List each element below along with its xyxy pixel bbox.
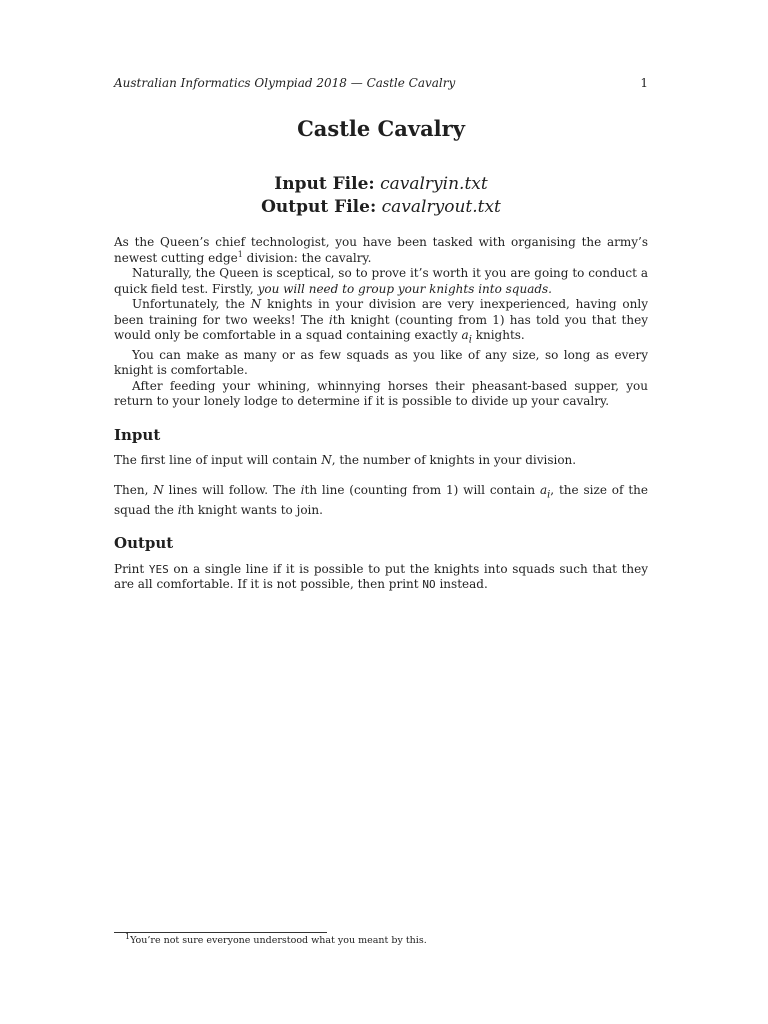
problem-body [114,235,648,593]
text-run: on a single line if it is possible to put the knights into squads such that they are all comfortable. If it is not possible, then print [114,561,648,592]
text-run: Unfortunately, the [132,297,251,311]
math-var: a [461,328,469,342]
code-yes: YES [148,562,169,576]
text-run: Then, [114,482,154,497]
math-var: i [328,312,333,327]
text-run: knights. [471,328,525,342]
text-run: lines will follow. The [163,482,301,497]
intro-paragraph-2 [114,266,648,297]
math-var: N [153,482,164,497]
output-file-label: Output File: [261,197,377,217]
output-file-name: cavalryout.txt [381,197,501,217]
intro-paragraph-3 [114,297,648,348]
output-heading: Output [114,534,174,553]
problem-title: Castle Cavalry [297,116,465,141]
math-var: N [250,297,262,311]
intro-paragraph-4: You can make as many or as few squads as you like of any size, so long as every knight is comfortable. [114,347,648,378]
input-line-1 [114,453,648,469]
document-page [114,0,648,1024]
text-run: Naturally, the Queen is sceptical, so to prove it’s worth it you are going to conduct a quick field test. Firstly, [114,266,648,296]
math-var: i [300,482,305,497]
math-subscript: i [547,489,551,501]
text-run: division: the cavalry. [242,250,372,265]
text-run: instead. [435,577,488,592]
math-subscript: i [468,334,472,346]
emphasis-text: you will need to group your knights into squads. [257,281,552,296]
code-no: NO [422,578,436,592]
input-file-name: cavalryin.txt [380,174,488,194]
running-header [114,76,648,90]
intro-paragraph-5: After feeding your whining, whinnying horses their pheasant-based supper, you return to your lonely lodge to determine if it is possible to divide up your cavalry. [114,378,648,409]
intro-paragraph-1 [114,235,648,266]
footnote-marker: 1 [237,249,243,259]
text-run: As the Queen’s chief technologist, you have been tasked with organising the army’s newest cutting edge [114,235,648,265]
input-file-label: Input File: [274,174,375,194]
file-info [114,173,648,219]
math-var: i [177,502,182,517]
text-run: , the number of knights in your division. [331,453,577,468]
text-run: Print [114,561,149,576]
footnote-text: You’re not sure everyone understood what you meant by this. [130,935,427,946]
input-heading: Input [114,425,161,444]
text-run: knights in your division are very inexperienced, having only been training for two weeks! The [114,297,648,327]
math-var: N [321,453,332,468]
text-run: , the size of the squad the [114,482,648,517]
footnote-rule [114,932,327,933]
text-run: The first line of input will contain [114,453,322,468]
running-title: Australian Informatics Olympiad 2018 — Castle Cavalry [114,76,456,90]
output-text [114,562,648,593]
input-file-line [114,173,648,196]
text-run: th knight wants to join. [181,502,323,517]
page-number: 1 [640,76,648,90]
math-var: a [539,482,548,497]
text-run: th knight (counting from 1) has told you that they would only be comfortable in a squad containing exactly [114,312,648,342]
footnote-number: 1 [125,931,131,941]
input-line-2 [114,483,648,518]
footnote [125,931,427,946]
text-run: th line (counting from 1) will contain [304,482,540,497]
output-file-line [114,196,648,219]
